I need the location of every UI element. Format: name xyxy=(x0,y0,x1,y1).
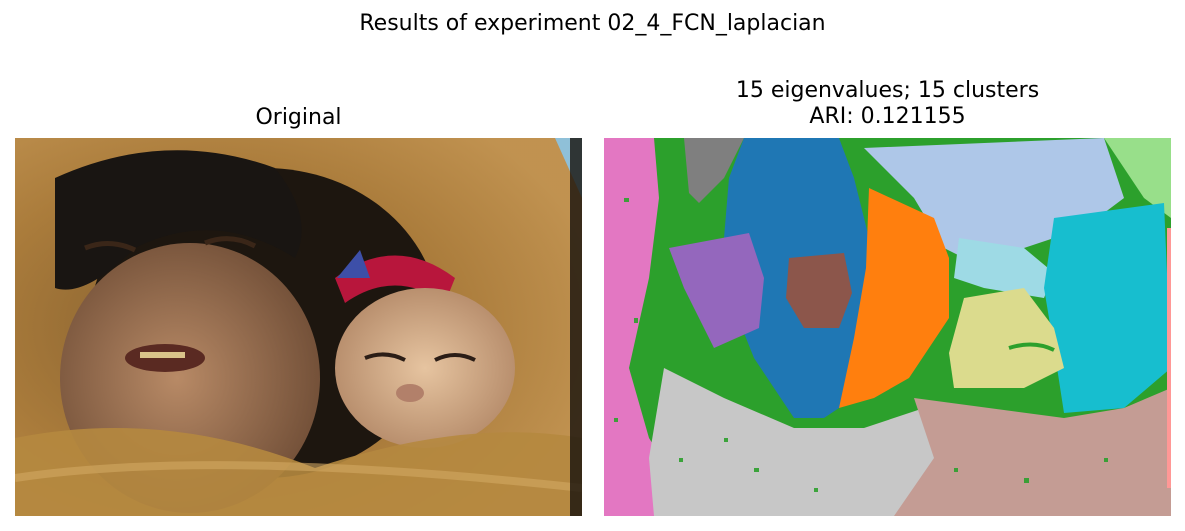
figure-suptitle: Results of experiment 02_4_FCN_laplacian xyxy=(359,11,826,36)
original-photo xyxy=(15,138,582,516)
segmentation-panel-title xyxy=(604,78,1171,130)
segmentation-image-panel xyxy=(604,138,1171,516)
original-image-panel xyxy=(15,138,582,516)
segmentation-map xyxy=(604,138,1171,516)
original-panel-title: Original xyxy=(255,105,342,130)
segmentation-title-line2: ARI: 0.121155 xyxy=(809,104,966,129)
segmentation-title-line1: 15 eigenvalues; 15 clusters xyxy=(735,78,1040,103)
